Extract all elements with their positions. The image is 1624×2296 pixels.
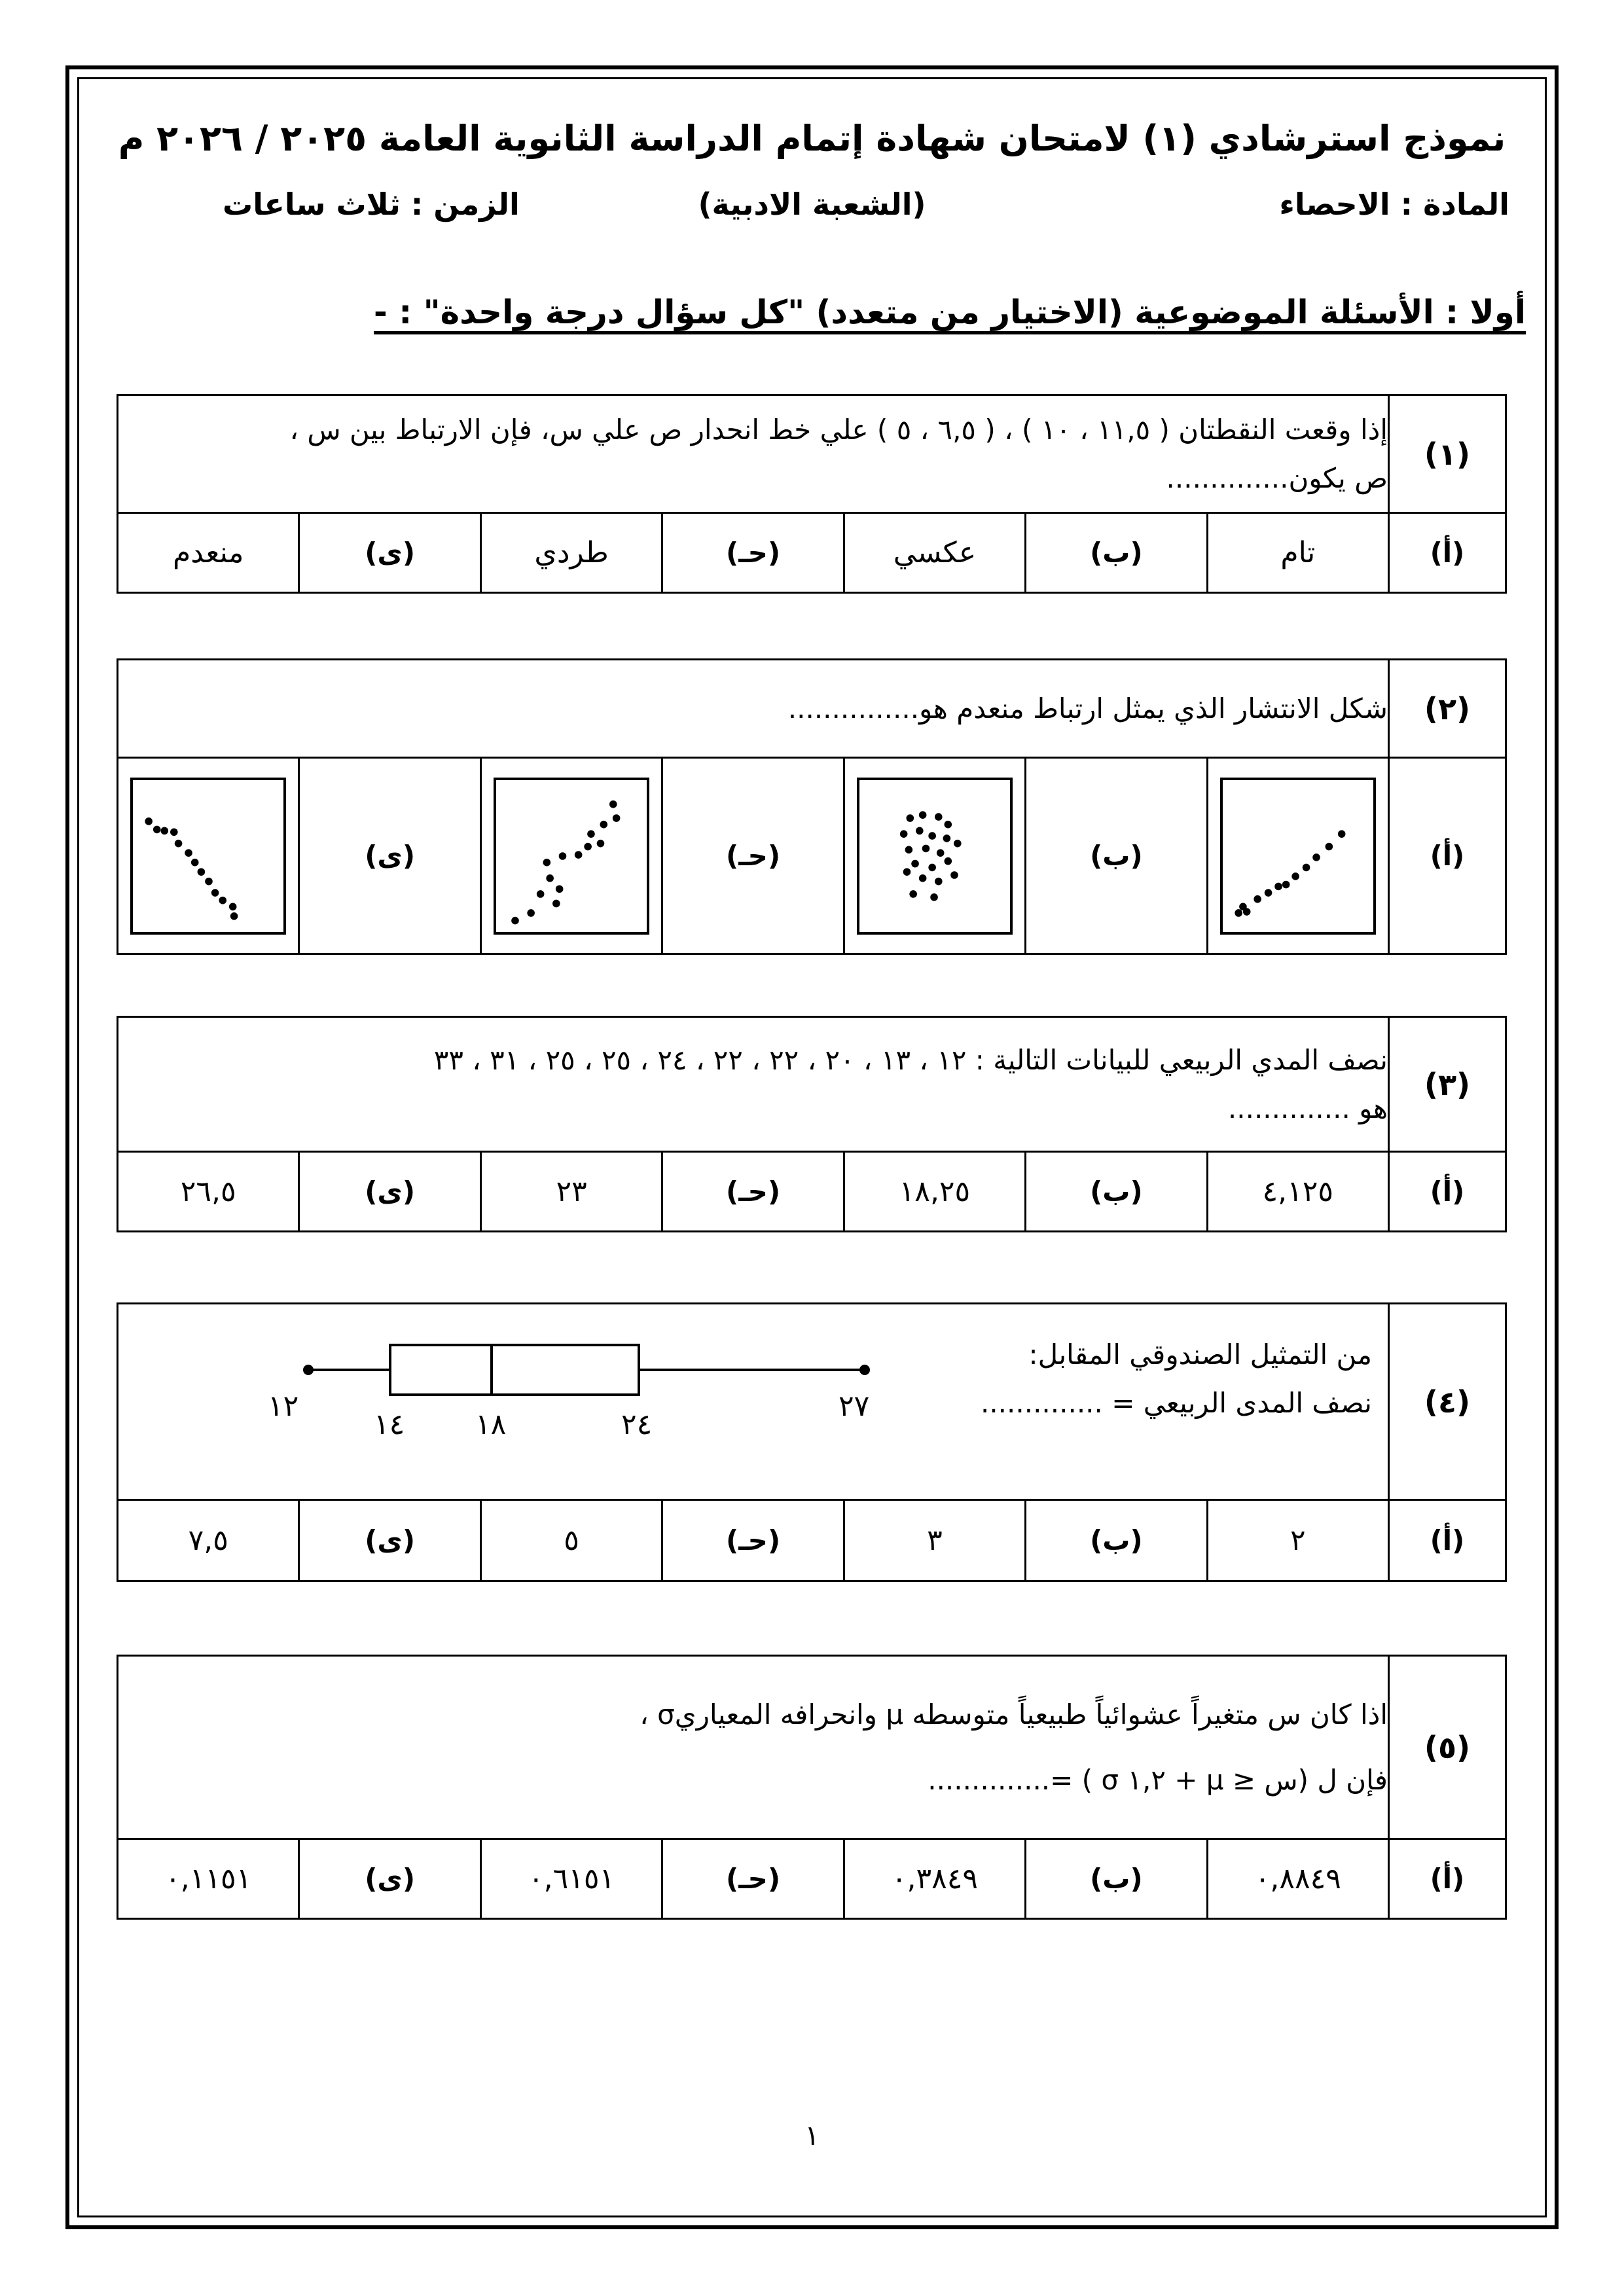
- option-a[interactable]: ٢: [1207, 1500, 1388, 1581]
- option-label-b: (ب): [1026, 1839, 1207, 1919]
- stem-line: نصف المدى الربيعي = ..............: [980, 1387, 1372, 1419]
- option-label-c: (حـ): [662, 513, 844, 593]
- option-label-b: (ب): [1026, 1152, 1207, 1232]
- question-3: [117, 1016, 1507, 1232]
- question-number: (٣): [1389, 1017, 1506, 1152]
- option-c[interactable]: طردي: [480, 513, 662, 593]
- option-label-c: (حـ): [662, 1839, 844, 1919]
- scatter-negative-icon: [130, 778, 286, 935]
- option-d[interactable]: ٠,١١٥١: [118, 1839, 299, 1919]
- question-stem: [118, 1656, 1389, 1839]
- option-d[interactable]: منعدم: [118, 513, 299, 593]
- option-label-d: (ى): [299, 1152, 480, 1232]
- option-a[interactable]: ٠,٨٨٤٩: [1207, 1839, 1388, 1919]
- stem-line: إذا وقعت النقطتان ( ١١,٥ ، ١٠ ) ، ( ٦,٥ ، ٥ ) علي خط انحدار ص علي س، فإن الارتباط بين س ،: [289, 413, 1388, 446]
- option-b[interactable]: [844, 758, 1025, 954]
- option-label-a: (أ): [1389, 1152, 1506, 1232]
- option-b[interactable]: عكسي: [844, 513, 1025, 593]
- option-d[interactable]: [118, 758, 299, 954]
- box-plot-min-point: [303, 1365, 314, 1375]
- option-label-b: (ب): [1026, 758, 1207, 954]
- question-5: [117, 1655, 1507, 1920]
- option-c[interactable]: ٢٣: [480, 1152, 662, 1232]
- option-label-d: (ى): [299, 758, 480, 954]
- option-label-a: (أ): [1389, 1839, 1506, 1919]
- stem-line: ص يكون..............: [1166, 461, 1388, 494]
- option-c[interactable]: [480, 758, 662, 954]
- question-stem: [118, 1304, 1389, 1500]
- exam-title: نموذج استرشادي (١) لامتحان شهادة إتمام الدراسة الثانوية العامة ٢٠٢٥ / ٢٠٢٦ م: [118, 118, 1506, 159]
- option-d[interactable]: ٧,٥: [118, 1500, 299, 1581]
- question-stem: [118, 660, 1389, 758]
- option-label-a: (أ): [1389, 1500, 1506, 1581]
- box-plot-label-median: ١٨: [475, 1408, 507, 1441]
- question-number: (٤): [1389, 1304, 1506, 1500]
- division-label: (الشعبة الادبية): [698, 187, 926, 222]
- option-label-d: (ى): [299, 1500, 480, 1581]
- stem-line: من التمثيل الصندوقي المقابل:: [1028, 1338, 1372, 1371]
- stem-line: فإن ل (س ≤ μ + ١,٢ σ ) =..............: [928, 1763, 1388, 1796]
- page-number: ١: [804, 2119, 820, 2151]
- option-a[interactable]: ٤,١٢٥: [1207, 1152, 1388, 1232]
- option-label-b: (ب): [1026, 513, 1207, 593]
- box-plot-label-min: ١٢: [268, 1390, 299, 1423]
- question-number: (٥): [1389, 1656, 1506, 1839]
- stem-line: شكل الانتشار الذي يمثل ارتباط منعدم هو...............: [787, 692, 1388, 725]
- option-label-c: (حـ): [662, 1500, 844, 1581]
- stem-line: هو ..............: [1227, 1092, 1388, 1124]
- option-label-d: (ى): [299, 1839, 480, 1919]
- question-stem: [118, 395, 1389, 513]
- option-label-c: (حـ): [662, 758, 844, 954]
- option-a[interactable]: [1207, 758, 1388, 954]
- option-label-c: (حـ): [662, 1152, 844, 1232]
- scatter-positive-icon: [1220, 778, 1376, 935]
- box-plot-max-point: [859, 1365, 870, 1375]
- option-d[interactable]: ٢٦,٥: [118, 1152, 299, 1232]
- question-stem: [118, 1017, 1389, 1152]
- option-b[interactable]: ١٨,٢٥: [844, 1152, 1025, 1232]
- option-label-b: (ب): [1026, 1500, 1207, 1581]
- scatter-cluster-icon: [857, 778, 1013, 935]
- box-plot-label-q1: ١٤: [374, 1408, 405, 1441]
- box-plot: [184, 1337, 870, 1455]
- stem-text: [981, 1331, 1372, 1427]
- option-label-a: (أ): [1389, 758, 1506, 954]
- box-plot-label-max: ٢٧: [839, 1390, 870, 1423]
- option-b[interactable]: ٣: [844, 1500, 1025, 1581]
- scatter-positive-loose-icon: [494, 778, 649, 935]
- box-plot-label-q3: ٢٤: [621, 1408, 653, 1441]
- question-number: (١): [1389, 395, 1506, 513]
- option-b[interactable]: ٠,٣٨٤٩: [844, 1839, 1025, 1919]
- stem-line: نصف المدي الربيعي للبيانات التالية : ١٢ ، ١٣ ، ٢٠ ، ٢٢ ، ٢٢ ، ٢٤ ، ٢٥ ، ٢٥ ، ٣١ ، ٣٣: [433, 1043, 1388, 1076]
- option-label-a: (أ): [1389, 513, 1506, 593]
- option-label-d: (ى): [299, 513, 480, 593]
- option-a[interactable]: تام: [1207, 513, 1388, 593]
- stem-line: اذا كان س متغيراً عشوائياً طبيعياً متوسطه μ وانحرافه المعياريσ ،: [640, 1698, 1388, 1731]
- option-c[interactable]: ٠,٦١٥١: [480, 1839, 662, 1919]
- box-plot-box: [390, 1345, 639, 1395]
- question-1: [117, 394, 1507, 594]
- subject-label: المادة : الاحصاء: [1279, 187, 1509, 222]
- section-title: أولا : الأسئلة الموضوعية (الاختيار من متعدد) "كل سؤال درجة واحدة" : -: [374, 293, 1526, 331]
- question-number: (٢): [1389, 660, 1506, 758]
- question-2: [117, 658, 1507, 955]
- time-label: الزمن : ثلاث ساعات: [223, 187, 520, 222]
- question-4: [117, 1302, 1507, 1582]
- option-c[interactable]: ٥: [480, 1500, 662, 1581]
